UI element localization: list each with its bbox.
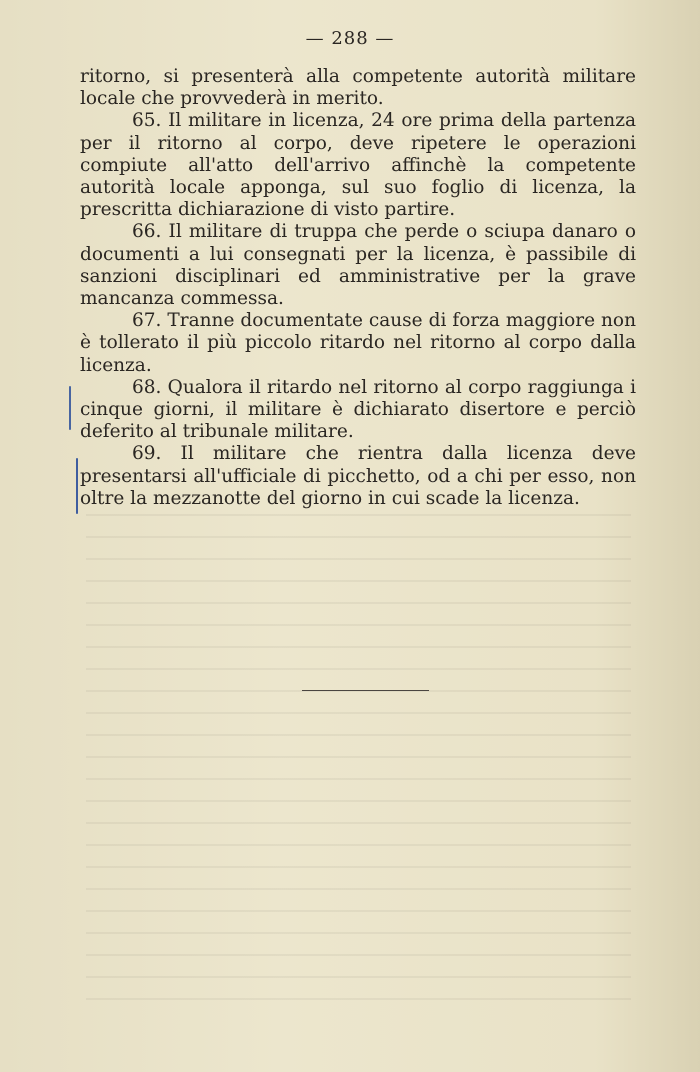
paragraph-68: 68. Qualora il ritardo nel ritorno al corpo raggiunga i cinque giorni, il militare è dichiarato disertore e perciò deferito al tribunale militare. — [80, 376, 636, 443]
show-through-text — [86, 500, 631, 1020]
page-number: — 288 — — [305, 28, 395, 49]
paragraph-continuation: ritorno, si presenterà alla competente autorità militare locale che provvederà in merito. — [80, 66, 636, 110]
end-rule — [302, 690, 429, 691]
paragraph-66: 66. Il militare di truppa che perde o sciupa danaro o documenti a lui consegnati per la licenza, è passibile di sanzioni disciplinari ed amministrative per la grave mancanza commessa. — [80, 221, 636, 310]
paragraph-65: 65. Il militare in licenza, 24 ore prima della partenza per il ritorno al corpo, deve ripetere le operazioni compiute all'atto dell'arrivo affinchè la competente autorità locale apponga, sul suo foglio di licenza, la prescritta dichiarazione di visto partire. — [80, 110, 636, 221]
body-text — [80, 66, 636, 510]
margin-pen-mark — [76, 458, 78, 514]
paragraph-69: 69. Il militare che rientra dalla licenza deve presentarsi all'ufficiale di picchetto, od a chi per esso, non oltre la mezzanotte del giorno in cui scade la licenza. — [80, 443, 636, 509]
paragraph-67: 67. Tranne documentate cause di forza maggiore non è tollerato il più piccolo ritardo nel ritorno al corpo dalla licenza. — [80, 310, 636, 376]
margin-pen-mark — [69, 386, 71, 430]
